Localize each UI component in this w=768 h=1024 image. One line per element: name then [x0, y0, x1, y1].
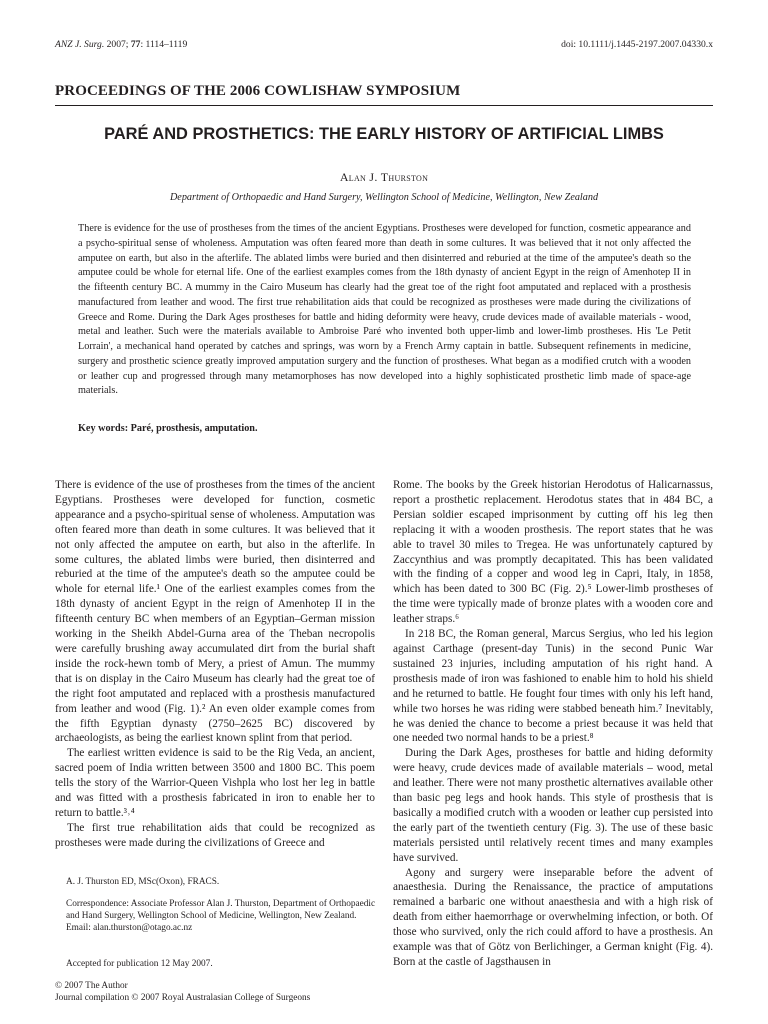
citation-volume: 77	[130, 39, 141, 50]
body-column-left	[55, 478, 375, 851]
author-affiliation: Department of Orthopaedic and Hand Surgery, Wellington School of Medicine, Wellington, New Zealand	[169, 192, 599, 203]
copyright-note	[55, 980, 375, 1004]
citation-year: 2007;	[104, 39, 131, 50]
body-column-right	[393, 478, 713, 970]
body-paragraph: The earliest written evidence is said to be the Rig Veda, an ancient, sacred poem of India written between 3500 and 1800 BC. This poem tells the story of the Warrior-Queen Vishpla who lost her leg in battle and was fitted with a prosthesis fabricated in iron to enable her to return to battle.³˒⁴	[55, 747, 375, 819]
body-paragraph: In 218 BC, the Roman general, Marcus Sergius, who led his legion against Carthage (present-day Tunis) in the second Punic War sustained 23 injuries, including amputation of his right hand. A prosthesis made of iron was fashioned to enable him to hold his shield and he returned to battle. He fought four times with only his left hand, while two horses he was riding were stabbed beneath him.⁷ Inevitably, he was denied the chance to become a priest because it was held that one needed two normal hands to be a priest.⁸	[393, 628, 713, 745]
correspondence-email[interactable]: Email: alan.thurston@otago.ac.nz	[66, 923, 193, 933]
keywords: Key words: Paré, prosthesis, amputation.	[78, 423, 258, 434]
citation-pages: : 1114–1119	[140, 39, 188, 50]
proceedings-heading: PROCEEDINGS OF THE 2006 COWLISHAW SYMPOSIUM	[55, 82, 713, 106]
body-paragraph: Rome. The books by the Greek historian Herodotus of Halicarnassus, report a prosthetic replacement. Herodotus states that in 484 BC, a Persian soldier escaped imprisonment by cutting off his leg then replacing it with a wooden prosthesis. The report states that he was able to travel 30 miles to Tregea. He was unfortunately captured by Zaccynthius and was promptly decapitated. This has been validated with the finding of a copper and wood leg in Capri, Italy, in 1858, which has been dated to 300 BC (Fig. 2).⁵ Lower-limb prostheses of the time were typically made of bronze plates with a wooden core and leather straps.⁶	[393, 479, 713, 626]
copyright-journal: Journal compilation © 2007 Royal Australasian College of Surgeons	[55, 993, 311, 1003]
article-title: PARÉ AND PROSTHETICS: THE EARLY HISTORY OF ARTIFICIAL LIMBS	[104, 125, 664, 143]
correspondence-address: Correspondence: Associate Professor Alan J. Thurston, Department of Orthopaedic and Hand Surgery, Wellington School of Medicine, Wellington, New Zealand.	[66, 899, 376, 921]
body-paragraph: The first true rehabilitation aids that could be recognized as prostheses were made during the civilizations of Greece and	[55, 821, 375, 849]
correspondence-note	[55, 898, 386, 934]
body-paragraph: Agony and surgery were inseparable before the advent of anaesthesia. During the Renaissance, the practice of amputations remained a barbaric one without anaesthesia and with a high risk of death from either haemorrhage or overwhelming infection, or both. Of those who survived, only the rich could afford to have a prosthesis. An example was that of Götz von Berlichinger, a German knight (Fig. 4). Born at the castle of Jagsthausen in	[393, 866, 713, 968]
abstract: There is evidence for the use of prostheses from the times of the ancient Egyptians. Prostheses were developed for function, cosmetic appearance and a psycho-spiritual sense of wholeness. Amputation was often feared more than death in some cultures. It was believed that it not only affected the amputee on earth, but also in the afterlife. The ablated limbs were buried and then disinterred and reburied at the time of the amputee's death so the amputee could be whole for eternal life. One of the earliest examples comes from the 18th dynasty of ancient Egypt in the reign of Amenhotep II in the fifteenth century BC. A mummy in the Cairo Museum has clearly had the great toe of the right foot amputated and replaced with a prosthesis manufactured from leather and wood. The first true rehabilitation aids that could be recognized as prostheses were made during the civilizations of Greece and Rome. During the Dark Ages prostheses for battle and hiding deformity were heavy, crude devices made of available materials - wood, metal and leather. Such were the materials available to Ambroise Paré who invented both upper-limb and lower-limb prostheses. His 'Le Petit Lorrain', a mechanical hand operated by catches and springs, was worn by a French Army captain in battle. Subsequent refinements in medicine, surgery and prosthetic science greatly improved amputation surgery and the function of prostheses. What began as a modified crutch with a wooden or leather cup and progressed through many metamorphoses has now developed into a highly sophisticated prosthetic limb made of space-age materials.	[78, 223, 691, 397]
accepted-date: Accepted for publication 12 May 2007.	[66, 959, 213, 969]
doi[interactable]: doi: 10.1111/j.1445-2197.2007.04330.x	[561, 39, 713, 50]
journal-name: ANZ J. Surg.	[55, 39, 105, 50]
body-paragraph: During the Dark Ages, prostheses for battle and hiding deformity were heavy, crude devices made of available materials – wood, metal and leather. There were not many prosthetic alternatives available other than basic peg legs and hook hands. This style of prosthesis that is basically a modified crutch with a wooden or leather cup persisted into the early part of the twentieth century (Fig. 3). The use of these basic materials persisted until relatively recent times and many examples have survived.	[393, 747, 713, 864]
journal-citation	[55, 39, 187, 51]
author-credentials: A. J. Thurston ED, MSc(Oxon), FRACS.	[66, 877, 220, 887]
body-paragraph: There is evidence of the use of prostheses from the times of the ancient Egyptians. Prostheses were developed for function, cosmetic appearance and a psycho-spiritual sense of wholeness. Amputation was often feared more than death in some cultures. It was believed that it not only affected the amputee on earth, but also in the afterlife. In some cultures, the ablated limbs were buried, then disinterred and reburied at the time of the amputee's death so the amputee could be whole for eternal life.¹ One of the earliest examples comes from the 18th dynasty of ancient Egypt in the reign of Amenhotep II in the fifteenth century BC when members of an Egyptian–German mission working in the Sheikh Abdel-Gurna area of the Theban necropolis were carefully brushing away accumulated dirt from the burial shaft inside the rock-hewn tomb of Mery, a priest of Amun. The mummy that is on display in the Cairo Museum has clearly had the great toe of the right foot amputated and replaced with a prosthesis manufactured from leather and wood (Fig. 1).² An even older example comes from the fifth Egyptian dynasty (2750–2625 BC) discovered by archaeologists, as being the earliest known splint from that period.	[55, 479, 375, 745]
author-name: Alan J. Thurston	[339, 170, 429, 184]
copyright-author: © 2007 The Author	[55, 981, 128, 991]
